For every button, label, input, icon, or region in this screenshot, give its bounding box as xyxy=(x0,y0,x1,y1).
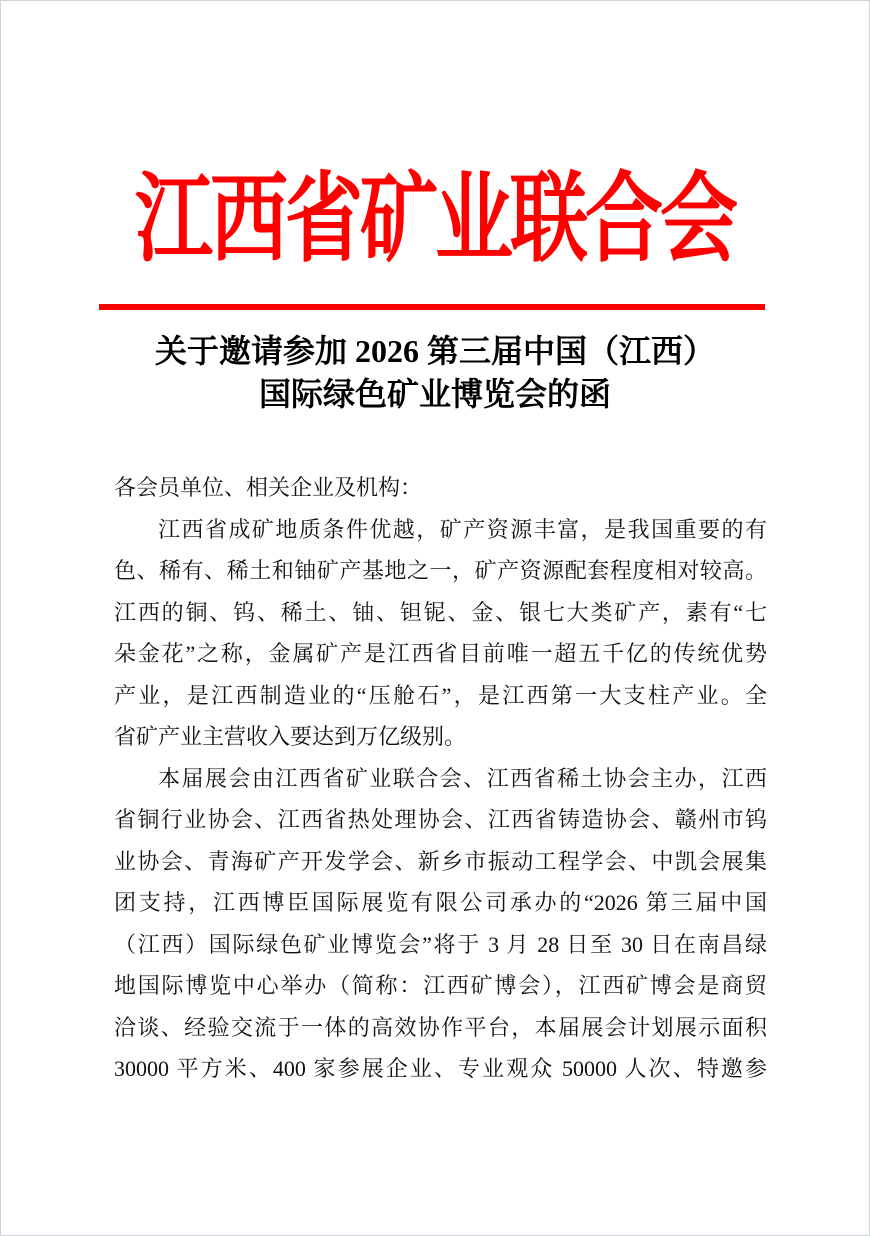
letterhead-divider-line xyxy=(99,304,765,310)
body-line: 江西的铜、钨、稀土、铀、钽铌、金、银七大类矿产，素有“七 xyxy=(114,599,767,625)
document-title-line1: 关于邀请参加 2026 第三届中国（江西） xyxy=(154,333,715,369)
body-line: 地国际博览中心举办（简称：江西矿博会），江西矿博会是商贸 xyxy=(114,973,767,998)
body-line: 色、稀有、稀土和铀矿产基地之一，矿产资源配套程度相对较高。 xyxy=(114,558,767,583)
body-line: 业协会、青海矿产开发学会、新乡市振动工程学会、中凯会展集 xyxy=(114,848,767,874)
body-line: 团支持，江西博臣国际展览有限公司承办的“2026 第三届中国 xyxy=(114,890,767,915)
body-line: 本届展会由江西省矿业联合会、江西省稀土协会主办，江西 xyxy=(158,765,767,791)
document-title-line2: 国际绿色矿业博览会的函 xyxy=(258,376,611,412)
salutation-line: 各会员单位、相关企业及机构： xyxy=(114,475,423,500)
body-line: 30000 平方米、400 家参展企业、专业观众 50000 人次、特邀参 xyxy=(114,1056,767,1081)
body-line: （江西）国际绿色矿业博览会”将于 3 月 28 日至 30 日在南昌绿 xyxy=(114,931,767,957)
letterhead-org-name: 江西省矿业联合会 xyxy=(134,165,735,274)
body-line: 省铜行业协会、江西省热处理协会、江西省铸造协会、赣州市钨 xyxy=(114,807,767,832)
body-line: 产业，是江西制造业的“压舱石”，是江西第一大支柱产业。全 xyxy=(114,682,767,708)
body-line: 省矿产业主营收入要达到万亿级别。 xyxy=(114,724,467,749)
body-line: 江西省成矿地质条件优越，矿产资源丰富，是我国重要的有 xyxy=(158,516,767,542)
letter-body xyxy=(114,467,767,1090)
body-line: 朵金花”之称，金属矿产是江西省目前唯一超五千亿的传统优势 xyxy=(114,641,767,666)
document-title xyxy=(1,330,869,416)
body-line: 洽谈、经验交流于一体的高效协作平台，本届展会计划展示面积 xyxy=(114,1014,767,1040)
